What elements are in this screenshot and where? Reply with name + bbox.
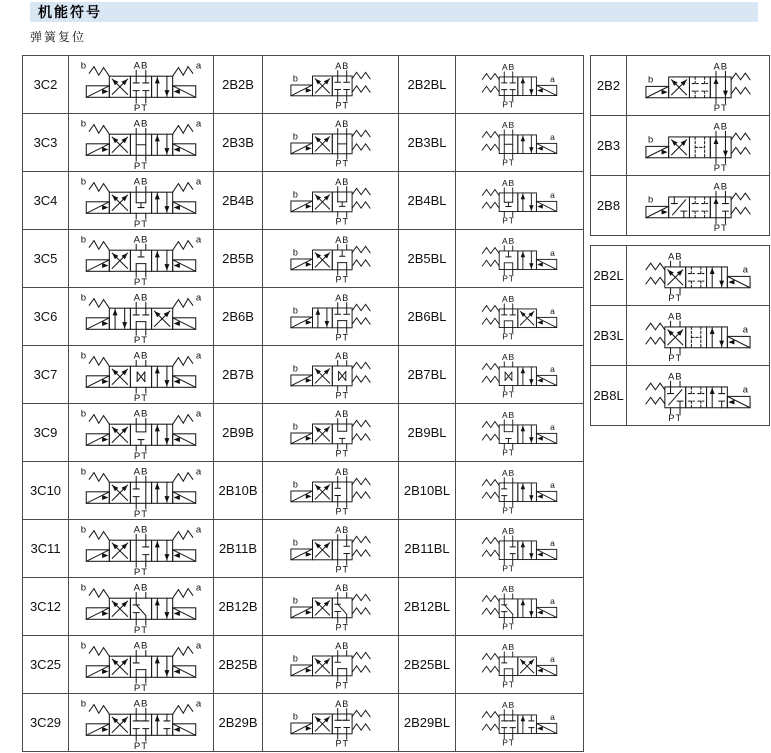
main-table-row bbox=[23, 346, 584, 404]
valve-symbol-2bbl bbox=[456, 462, 584, 520]
svg-text:PT: PT bbox=[335, 680, 349, 691]
valve-symbol-2bbl bbox=[456, 346, 584, 404]
svg-text:AB: AB bbox=[133, 60, 149, 72]
valve-schematic-drawing bbox=[456, 640, 583, 689]
valve-schematic-drawing bbox=[263, 290, 398, 342]
svg-text:AB: AB bbox=[668, 371, 683, 383]
svg-text:b: b bbox=[292, 711, 298, 722]
valve-symbol-2bbl bbox=[456, 56, 584, 114]
svg-text:AB: AB bbox=[502, 584, 515, 595]
svg-text:a: a bbox=[742, 264, 748, 276]
svg-text:a: a bbox=[742, 384, 748, 396]
valve-schematic-drawing bbox=[69, 521, 213, 577]
valve-code-3c: 3C6 bbox=[23, 288, 69, 346]
svg-text:b: b bbox=[292, 421, 298, 432]
svg-text:AB: AB bbox=[335, 119, 350, 130]
svg-text:b: b bbox=[80, 234, 87, 246]
svg-text:PT: PT bbox=[133, 566, 149, 577]
svg-text:PT: PT bbox=[502, 505, 515, 516]
valve-code-2bbl: 2B12BL bbox=[399, 578, 456, 636]
svg-text:AB: AB bbox=[502, 410, 515, 421]
svg-text:AB: AB bbox=[713, 61, 728, 73]
valve-symbol-2bb bbox=[263, 578, 399, 636]
svg-text:a: a bbox=[195, 640, 202, 652]
valve-schematic-drawing bbox=[69, 579, 213, 635]
svg-text:a: a bbox=[742, 324, 748, 336]
svg-text:b: b bbox=[80, 350, 87, 362]
svg-text:AB: AB bbox=[668, 311, 683, 323]
svg-text:b: b bbox=[292, 479, 298, 490]
side-valve-table-bottom bbox=[590, 245, 770, 426]
main-table-row bbox=[23, 230, 584, 288]
svg-text:a: a bbox=[195, 582, 202, 594]
valve-symbol-2bb bbox=[263, 520, 399, 578]
valve-schematic-drawing bbox=[263, 232, 398, 284]
svg-text:AB: AB bbox=[133, 350, 149, 362]
valve-code-2bbl: 2B2BL bbox=[399, 56, 456, 114]
svg-text:AB: AB bbox=[335, 61, 350, 72]
valve-schematic-drawing bbox=[456, 350, 583, 399]
svg-text:AB: AB bbox=[133, 524, 149, 536]
valve-code-2bbl: 2B4BL bbox=[399, 172, 456, 230]
svg-text:PT: PT bbox=[668, 293, 683, 303]
svg-text:AB: AB bbox=[335, 583, 350, 594]
valve-schematic-drawing bbox=[456, 524, 583, 573]
svg-text:a: a bbox=[195, 466, 202, 478]
svg-text:a: a bbox=[550, 711, 555, 722]
valve-schematic-drawing bbox=[456, 118, 583, 167]
main-table-row bbox=[23, 578, 584, 636]
valve-schematic-drawing bbox=[69, 289, 213, 345]
valve-schematic-drawing bbox=[263, 696, 398, 748]
svg-text:a: a bbox=[195, 234, 202, 246]
svg-text:PT: PT bbox=[335, 390, 349, 401]
valve-symbol-2bb bbox=[263, 288, 399, 346]
valve-symbol-2bbl bbox=[456, 172, 584, 230]
svg-text:a: a bbox=[550, 305, 555, 316]
valve-symbol-2bb bbox=[263, 462, 399, 520]
valve-code-3c: 3C11 bbox=[23, 520, 69, 578]
valve-code-2bbl: 2B7BL bbox=[399, 346, 456, 404]
valve-schematic-drawing bbox=[69, 347, 213, 403]
valve-symbol-3c bbox=[69, 520, 214, 578]
svg-text:b: b bbox=[292, 305, 298, 316]
valve-schematic-drawing bbox=[263, 406, 398, 458]
valve-code-side: 2B3 bbox=[591, 116, 627, 176]
svg-text:a: a bbox=[550, 421, 555, 432]
main-table-row bbox=[23, 462, 584, 520]
valve-schematic-drawing bbox=[456, 466, 583, 515]
svg-text:b: b bbox=[80, 698, 87, 710]
valve-code-3c: 3C2 bbox=[23, 56, 69, 114]
valve-code-2bbl: 2B9BL bbox=[399, 404, 456, 462]
svg-text:a: a bbox=[550, 537, 555, 548]
svg-text:AB: AB bbox=[335, 641, 350, 652]
svg-text:AB: AB bbox=[133, 698, 149, 710]
svg-text:a: a bbox=[550, 595, 555, 606]
valve-code-side: 2B8 bbox=[591, 176, 627, 236]
svg-text:AB: AB bbox=[502, 700, 515, 711]
svg-text:AB: AB bbox=[335, 235, 350, 246]
svg-text:PT: PT bbox=[668, 413, 683, 423]
valve-code-2bb: 2B4B bbox=[214, 172, 263, 230]
svg-text:b: b bbox=[292, 73, 298, 84]
valve-code-2bb: 2B7B bbox=[214, 346, 263, 404]
svg-text:AB: AB bbox=[335, 525, 350, 536]
main-table-row bbox=[23, 520, 584, 578]
svg-text:a: a bbox=[195, 698, 202, 710]
svg-text:PT: PT bbox=[335, 158, 349, 169]
svg-text:b: b bbox=[80, 60, 87, 72]
svg-text:AB: AB bbox=[502, 526, 515, 537]
svg-text:a: a bbox=[550, 131, 555, 142]
valve-code-3c: 3C9 bbox=[23, 404, 69, 462]
svg-text:b: b bbox=[292, 537, 298, 548]
svg-text:AB: AB bbox=[502, 468, 515, 479]
svg-text:AB: AB bbox=[335, 467, 350, 478]
svg-text:PT: PT bbox=[502, 447, 515, 458]
svg-text:PT: PT bbox=[335, 274, 349, 285]
valve-symbol-2bb bbox=[263, 114, 399, 172]
valve-symbol-side bbox=[627, 366, 770, 426]
side-table-row bbox=[591, 56, 770, 116]
valve-code-3c: 3C10 bbox=[23, 462, 69, 520]
svg-text:PT: PT bbox=[335, 506, 349, 517]
valve-code-side: 2B2L bbox=[591, 246, 627, 306]
svg-text:b: b bbox=[648, 134, 654, 146]
valve-schematic-drawing bbox=[456, 408, 583, 457]
valve-schematic-drawing bbox=[627, 178, 769, 233]
valve-symbol-2bb bbox=[263, 404, 399, 462]
side-table-row bbox=[591, 116, 770, 176]
valve-schematic-drawing bbox=[263, 348, 398, 400]
svg-text:PT: PT bbox=[502, 679, 515, 690]
svg-text:AB: AB bbox=[335, 409, 350, 420]
svg-text:PT: PT bbox=[713, 223, 728, 233]
valve-code-side: 2B3L bbox=[591, 306, 627, 366]
svg-text:b: b bbox=[292, 595, 298, 606]
svg-text:b: b bbox=[292, 363, 298, 374]
svg-text:PT: PT bbox=[335, 564, 349, 575]
svg-text:PT: PT bbox=[713, 103, 728, 113]
valve-symbol-2bbl bbox=[456, 114, 584, 172]
main-table-row bbox=[23, 288, 584, 346]
valve-code-2bb: 2B29B bbox=[214, 694, 263, 752]
section-header-bar bbox=[30, 2, 758, 22]
svg-text:a: a bbox=[550, 247, 555, 258]
valve-symbol-side bbox=[627, 246, 770, 306]
svg-text:AB: AB bbox=[133, 234, 149, 246]
valve-code-3c: 3C3 bbox=[23, 114, 69, 172]
svg-text:PT: PT bbox=[335, 332, 349, 343]
svg-text:PT: PT bbox=[133, 160, 149, 171]
valve-schematic-drawing bbox=[627, 368, 769, 423]
svg-text:PT: PT bbox=[133, 624, 149, 635]
valve-code-3c: 3C7 bbox=[23, 346, 69, 404]
svg-text:b: b bbox=[80, 408, 87, 420]
valve-schematic-drawing bbox=[69, 231, 213, 287]
svg-text:PT: PT bbox=[335, 738, 349, 749]
valve-code-2bb: 2B10B bbox=[214, 462, 263, 520]
valve-symbol-2bbl bbox=[456, 404, 584, 462]
subsection-title: 弹簧复位 bbox=[30, 30, 87, 44]
svg-text:a: a bbox=[550, 189, 555, 200]
valve-code-2bb: 2B12B bbox=[214, 578, 263, 636]
valve-schematic-drawing bbox=[627, 58, 769, 113]
valve-schematic-drawing bbox=[69, 463, 213, 519]
valve-symbol-3c bbox=[69, 288, 214, 346]
valve-symbol-side bbox=[627, 116, 770, 176]
svg-text:AB: AB bbox=[133, 640, 149, 652]
valve-code-2bb: 2B3B bbox=[214, 114, 263, 172]
valve-symbol-2bb bbox=[263, 230, 399, 288]
valve-schematic-drawing bbox=[69, 115, 213, 171]
valve-symbol-2bb bbox=[263, 56, 399, 114]
main-table-row bbox=[23, 56, 584, 114]
svg-text:AB: AB bbox=[713, 121, 728, 133]
svg-text:PT: PT bbox=[502, 389, 515, 400]
valve-symbol-3c bbox=[69, 578, 214, 636]
main-table-row bbox=[23, 172, 584, 230]
valve-code-2bbl: 2B25BL bbox=[399, 636, 456, 694]
valve-code-3c: 3C5 bbox=[23, 230, 69, 288]
svg-text:AB: AB bbox=[133, 466, 149, 478]
valve-code-2bb: 2B11B bbox=[214, 520, 263, 578]
valve-schematic-drawing bbox=[456, 234, 583, 283]
main-table-row bbox=[23, 636, 584, 694]
valve-code-3c: 3C12 bbox=[23, 578, 69, 636]
valve-schematic-drawing bbox=[263, 638, 398, 690]
svg-text:PT: PT bbox=[133, 334, 149, 345]
svg-text:PT: PT bbox=[133, 218, 149, 229]
svg-text:PT: PT bbox=[133, 740, 149, 751]
valve-schematic-drawing bbox=[69, 405, 213, 461]
svg-text:AB: AB bbox=[335, 699, 350, 710]
svg-text:b: b bbox=[80, 292, 87, 304]
svg-text:AB: AB bbox=[668, 251, 683, 263]
valve-schematic-drawing bbox=[69, 695, 213, 751]
svg-text:b: b bbox=[648, 74, 654, 86]
valve-schematic-drawing bbox=[263, 116, 398, 168]
svg-text:PT: PT bbox=[502, 273, 515, 284]
svg-text:a: a bbox=[195, 176, 202, 188]
svg-text:a: a bbox=[195, 60, 202, 72]
valve-symbol-2bbl bbox=[456, 230, 584, 288]
valve-schematic-drawing bbox=[263, 58, 398, 110]
valve-schematic-drawing bbox=[69, 637, 213, 693]
valve-schematic-drawing bbox=[456, 176, 583, 225]
svg-text:PT: PT bbox=[502, 99, 515, 110]
svg-text:PT: PT bbox=[502, 157, 515, 168]
valve-schematic-drawing bbox=[263, 522, 398, 574]
valve-symbol-2bbl bbox=[456, 288, 584, 346]
svg-text:PT: PT bbox=[502, 737, 515, 748]
svg-text:AB: AB bbox=[713, 181, 728, 193]
section-title: 机能符号 bbox=[38, 4, 102, 20]
valve-schematic-drawing bbox=[263, 580, 398, 632]
side-table-row bbox=[591, 366, 770, 426]
valve-symbol-2bb bbox=[263, 346, 399, 404]
valve-code-2bbl: 2B3BL bbox=[399, 114, 456, 172]
svg-text:b: b bbox=[292, 189, 298, 200]
valve-code-2bb: 2B5B bbox=[214, 230, 263, 288]
side-table-row bbox=[591, 306, 770, 366]
svg-text:AB: AB bbox=[502, 352, 515, 363]
valve-schematic-drawing bbox=[69, 173, 213, 229]
valve-code-2bbl: 2B11BL bbox=[399, 520, 456, 578]
valve-code-2bbl: 2B29BL bbox=[399, 694, 456, 752]
svg-text:a: a bbox=[550, 479, 555, 490]
svg-text:PT: PT bbox=[335, 622, 349, 633]
valve-schematic-drawing bbox=[263, 464, 398, 516]
svg-text:b: b bbox=[80, 176, 87, 188]
valve-symbol-3c bbox=[69, 462, 214, 520]
svg-text:b: b bbox=[80, 118, 87, 130]
svg-text:a: a bbox=[550, 73, 555, 84]
valve-symbol-2bbl bbox=[456, 636, 584, 694]
valve-code-2bbl: 2B5BL bbox=[399, 230, 456, 288]
svg-text:PT: PT bbox=[335, 100, 349, 111]
svg-text:AB: AB bbox=[133, 176, 149, 188]
svg-text:b: b bbox=[292, 653, 298, 664]
valve-code-3c: 3C4 bbox=[23, 172, 69, 230]
svg-text:b: b bbox=[292, 247, 298, 258]
svg-text:AB: AB bbox=[502, 294, 515, 305]
valve-code-3c: 3C25 bbox=[23, 636, 69, 694]
svg-text:PT: PT bbox=[133, 450, 149, 461]
svg-text:AB: AB bbox=[502, 62, 515, 73]
main-table-row bbox=[23, 404, 584, 462]
side-valve-table-top bbox=[590, 55, 770, 236]
side-table-row bbox=[591, 246, 770, 306]
svg-text:AB: AB bbox=[502, 178, 515, 189]
valve-symbol-3c bbox=[69, 636, 214, 694]
valve-symbol-3c bbox=[69, 346, 214, 404]
valve-symbol-2bbl bbox=[456, 520, 584, 578]
valve-code-2bb: 2B2B bbox=[214, 56, 263, 114]
valve-symbol-3c bbox=[69, 56, 214, 114]
valve-code-2bb: 2B9B bbox=[214, 404, 263, 462]
svg-text:PT: PT bbox=[335, 216, 349, 227]
svg-text:PT: PT bbox=[133, 682, 149, 693]
svg-text:b: b bbox=[292, 131, 298, 142]
svg-text:PT: PT bbox=[133, 276, 149, 287]
svg-text:a: a bbox=[195, 292, 202, 304]
svg-text:AB: AB bbox=[335, 177, 350, 188]
valve-code-side: 2B8L bbox=[591, 366, 627, 426]
svg-text:a: a bbox=[195, 524, 202, 536]
svg-text:PT: PT bbox=[502, 215, 515, 226]
valve-code-2bbl: 2B6BL bbox=[399, 288, 456, 346]
main-table-row bbox=[23, 114, 584, 172]
valve-code-2bb: 2B25B bbox=[214, 636, 263, 694]
svg-text:AB: AB bbox=[335, 293, 350, 304]
valve-schematic-drawing bbox=[627, 248, 769, 303]
svg-text:PT: PT bbox=[133, 392, 149, 403]
svg-text:PT: PT bbox=[133, 102, 149, 113]
valve-schematic-drawing bbox=[456, 698, 583, 747]
svg-text:AB: AB bbox=[502, 236, 515, 247]
valve-symbol-3c bbox=[69, 172, 214, 230]
valve-symbol-side bbox=[627, 176, 770, 236]
valve-symbol-3c bbox=[69, 694, 214, 752]
svg-text:a: a bbox=[550, 653, 555, 664]
main-valve-table bbox=[22, 55, 584, 752]
svg-text:PT: PT bbox=[713, 163, 728, 173]
valve-symbol-3c bbox=[69, 114, 214, 172]
svg-text:AB: AB bbox=[133, 582, 149, 594]
valve-symbol-side bbox=[627, 56, 770, 116]
valve-schematic-drawing bbox=[627, 118, 769, 173]
svg-text:a: a bbox=[195, 350, 202, 362]
valve-symbol-2bbl bbox=[456, 578, 584, 636]
svg-text:b: b bbox=[80, 582, 87, 594]
svg-text:b: b bbox=[80, 524, 87, 536]
svg-text:b: b bbox=[80, 466, 87, 478]
valve-schematic-drawing bbox=[69, 57, 213, 113]
valve-code-3c: 3C29 bbox=[23, 694, 69, 752]
svg-text:PT: PT bbox=[133, 508, 149, 519]
svg-text:PT: PT bbox=[335, 448, 349, 459]
side-table-row bbox=[591, 176, 770, 236]
valve-code-2bbl: 2B10BL bbox=[399, 462, 456, 520]
valve-symbol-2bbl bbox=[456, 694, 584, 752]
valve-schematic-drawing bbox=[456, 292, 583, 341]
svg-text:PT: PT bbox=[502, 621, 515, 632]
svg-text:b: b bbox=[648, 194, 654, 206]
valve-schematic-drawing bbox=[456, 60, 583, 109]
svg-text:a: a bbox=[195, 118, 202, 130]
valve-symbol-2bb bbox=[263, 636, 399, 694]
valve-schematic-drawing bbox=[263, 174, 398, 226]
valve-schematic-drawing bbox=[456, 582, 583, 631]
valve-schematic-drawing bbox=[627, 308, 769, 363]
svg-text:b: b bbox=[80, 640, 87, 652]
svg-text:a: a bbox=[195, 408, 202, 420]
svg-text:AB: AB bbox=[133, 292, 149, 304]
valve-symbol-side bbox=[627, 306, 770, 366]
svg-text:a: a bbox=[550, 363, 555, 374]
valve-symbol-3c bbox=[69, 404, 214, 462]
main-table-row bbox=[23, 694, 584, 752]
valve-symbol-2bb bbox=[263, 694, 399, 752]
svg-text:AB: AB bbox=[502, 642, 515, 653]
svg-text:PT: PT bbox=[668, 353, 683, 363]
svg-text:AB: AB bbox=[133, 118, 149, 130]
valve-symbol-2bb bbox=[263, 172, 399, 230]
valve-symbol-3c bbox=[69, 230, 214, 288]
valve-code-2bb: 2B6B bbox=[214, 288, 263, 346]
svg-text:PT: PT bbox=[502, 563, 515, 574]
svg-text:AB: AB bbox=[335, 351, 350, 362]
svg-text:AB: AB bbox=[502, 120, 515, 131]
svg-text:AB: AB bbox=[133, 408, 149, 420]
valve-code-side: 2B2 bbox=[591, 56, 627, 116]
svg-text:PT: PT bbox=[502, 331, 515, 342]
